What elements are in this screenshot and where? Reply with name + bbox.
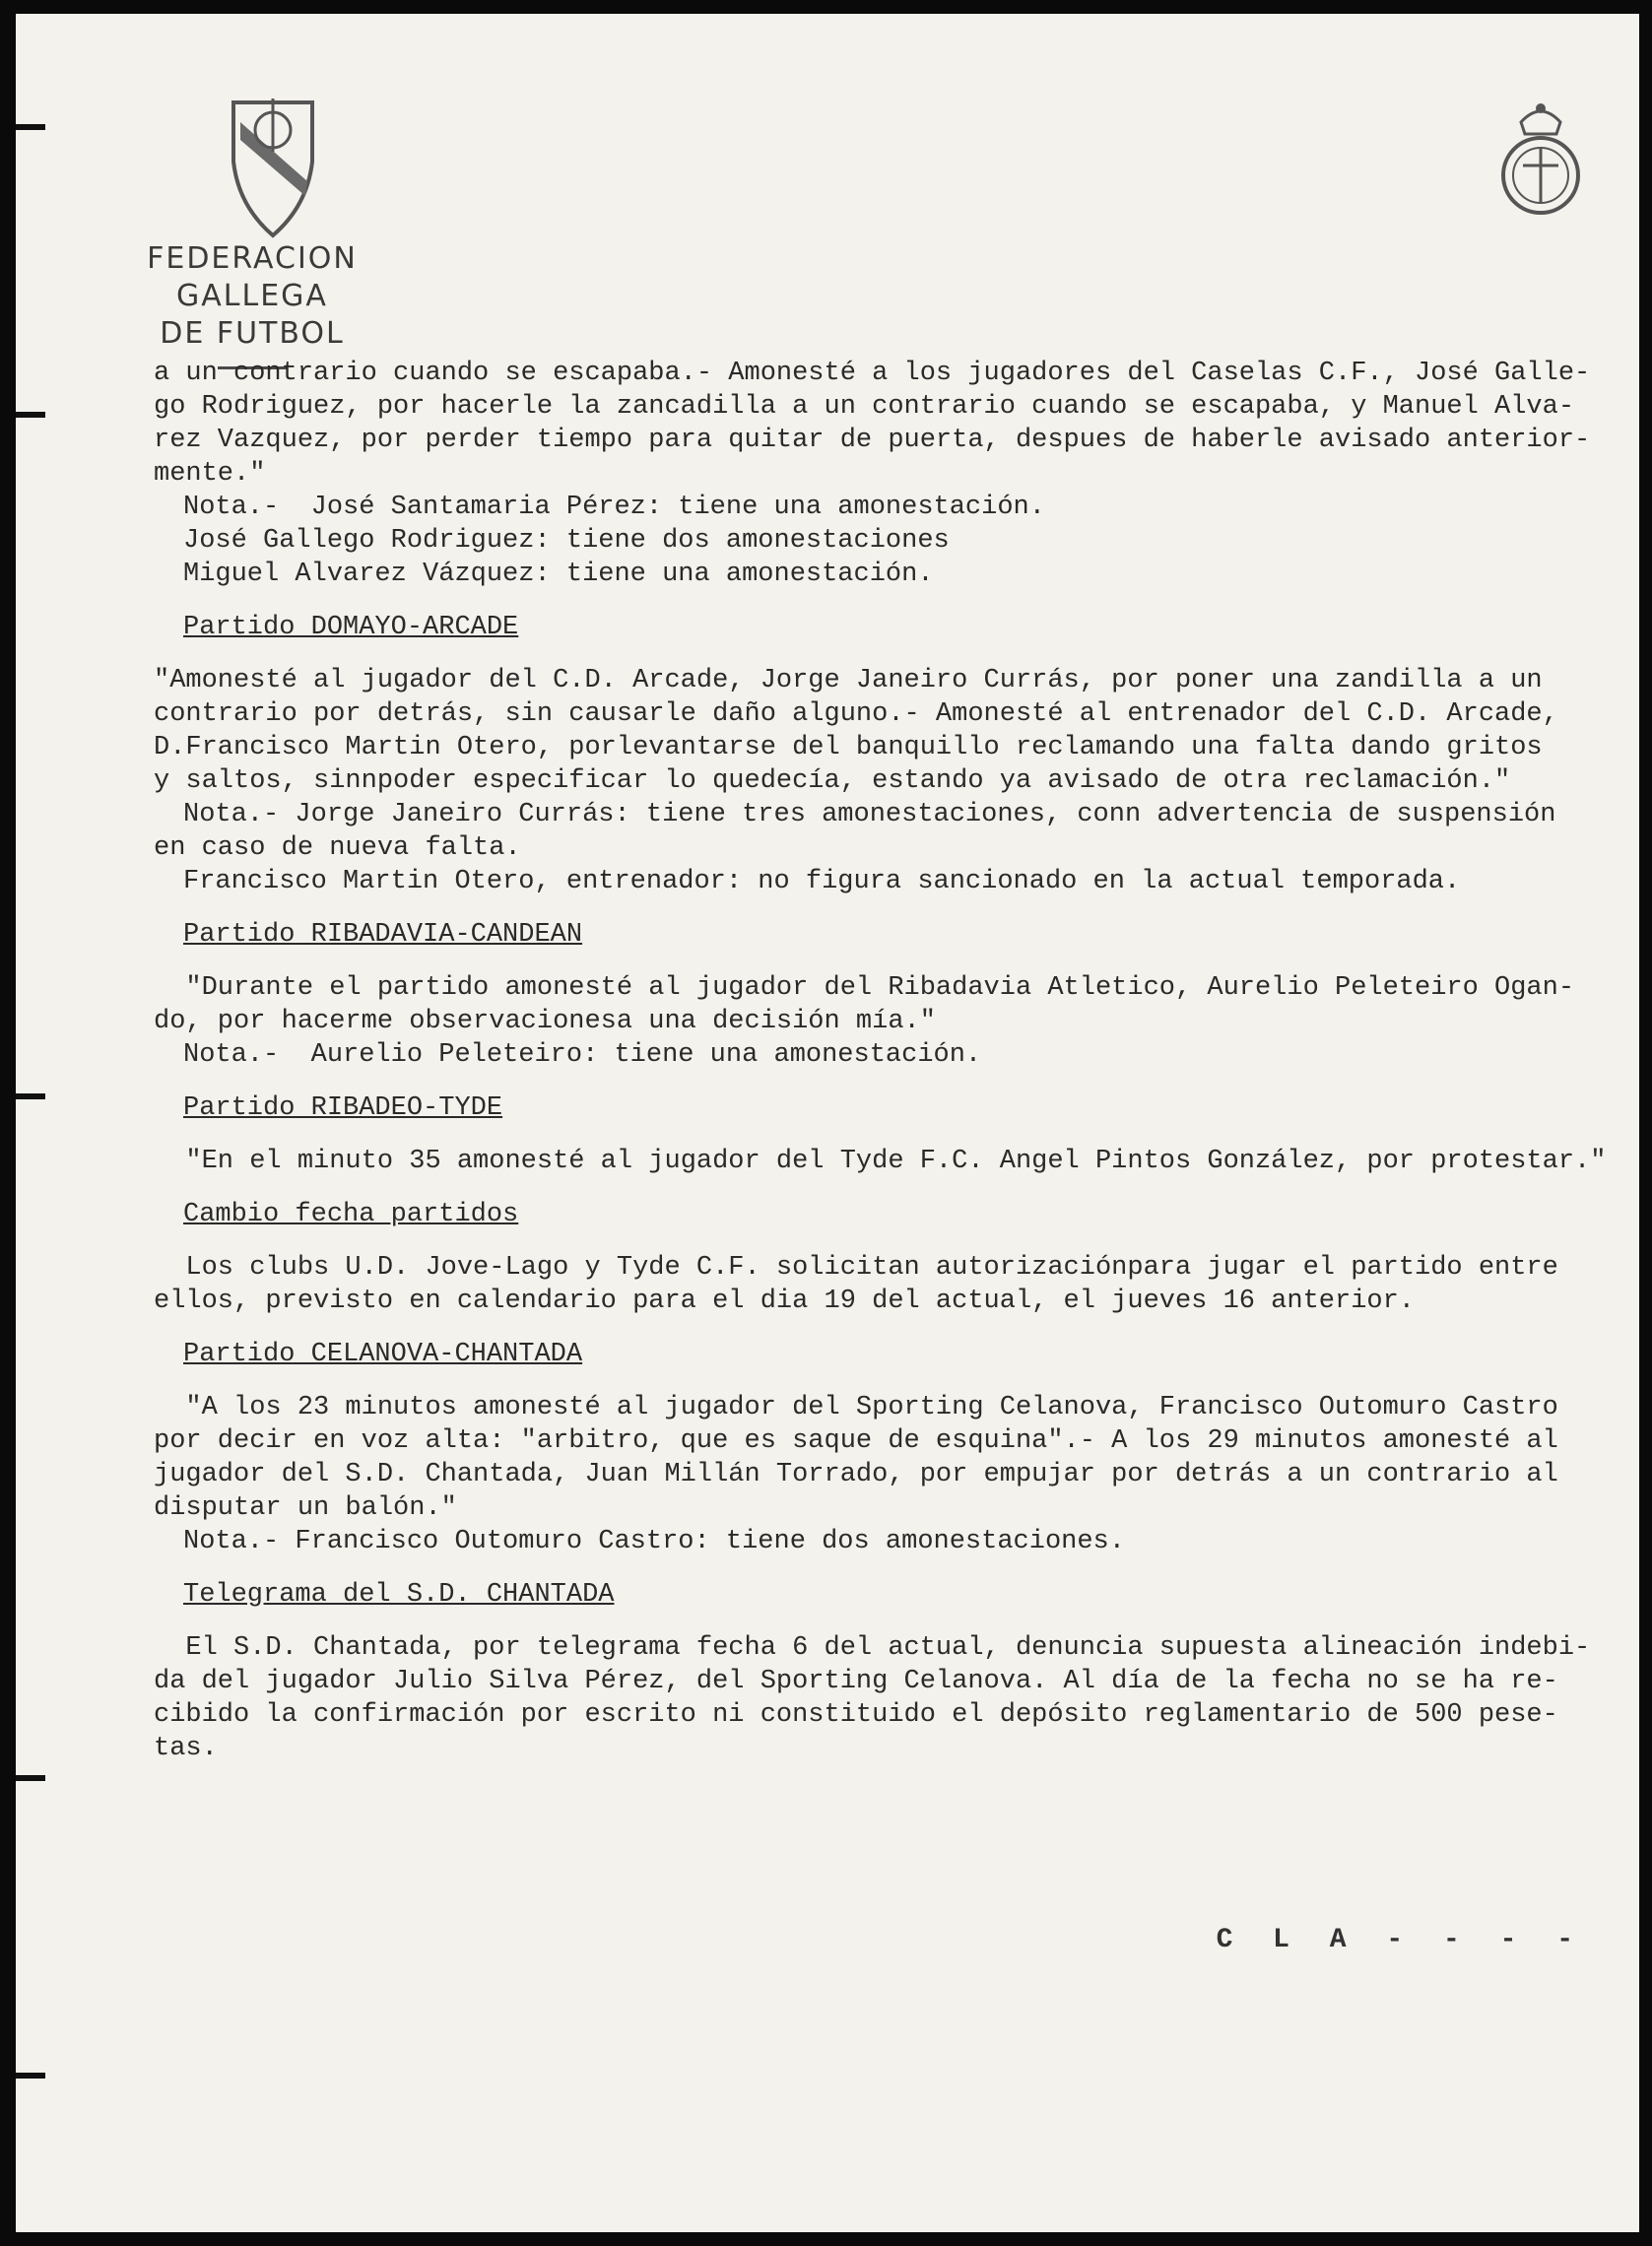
body-paragraph: "Durante el partido amonesté al jugador del Ribadavia Atletico, Aurelio Peleteiro Ogan- do, por hacerme observacionesa una decisión mía." xyxy=(154,973,1575,1036)
section-heading: Partido DOMAYO-ARCADE xyxy=(183,613,519,642)
body-paragraph: "A los 23 minutos amonesté al jugador del Sporting Celanova, Francisco Outomuro Castro por decir en voz alta: "arbitro, que es saque de esquina".- A los 29 minutos amonesté al jugador del S.D. Chantada, Juan Millán Torrado, por empujar por detrás a un contrario al disputar un balón." xyxy=(154,1393,1558,1523)
page-continuation-mark: C L A - - - - xyxy=(1216,1925,1585,1955)
letterhead xyxy=(75,240,430,369)
section-heading: Partido CELANOVA-CHANTADA xyxy=(183,1340,583,1369)
binder-hole-mark xyxy=(16,1775,45,1781)
body-paragraph: en caso de nueva falta. xyxy=(154,833,521,863)
nota-paragraph: Nota.- Jorge Janeiro Currás: tiene tres amonestaciones, conn advertencia de suspensión xyxy=(183,800,1556,829)
binder-hole-mark xyxy=(16,2073,45,2079)
section-heading: Telegrama del S.D. CHANTADA xyxy=(183,1580,615,1610)
nota-paragraph: Nota.- Aurelio Peleteiro: tiene una amonestación. xyxy=(183,1040,982,1070)
body-paragraph: a un contrario cuando se escapaba.- Amonesté a los jugadores del Caselas C.F., José Galle- go Rodriguez, por hacerle la zancadilla a un contrario cuando se escapaba, y Manuel Alva- rez Vazquez, por perder tiempo para quitar de puerta, despues de haberle avisado anterior- mente." xyxy=(154,359,1591,489)
letterhead-line-1: FEDERACION GALLEGA xyxy=(147,241,358,313)
body-paragraph: El S.D. Chantada, por telegrama fecha 6 del actual, denuncia supuesta alineación indebi- da del jugador Julio Silva Pérez, del Sporting Celanova. Al día de la fecha no se ha re- cibido la confirmación por escrito ni constituido el depósito reglamentario de 500 pese- tas. xyxy=(154,1633,1591,1763)
shield-logo-icon xyxy=(229,93,317,240)
section-heading: Cambio fecha partidos xyxy=(183,1200,519,1229)
body-paragraph: Los clubs U.D. Jove-Lago y Tyde C.F. solicitan autorizaciónpara jugar el partido entre ellos, previsto en calendario para el dia 19 del actual, el jueves 16 anterior. xyxy=(154,1253,1558,1316)
binder-hole-mark xyxy=(16,412,45,418)
section-heading: Partido RIBADEO-TYDE xyxy=(183,1093,503,1123)
section-heading: Partido RIBADAVIA-CANDEAN xyxy=(183,920,583,950)
document-body xyxy=(154,357,1631,1765)
binder-hole-mark xyxy=(16,1093,45,1099)
body-paragraph: "En el minuto 35 amonesté al jugador del Tyde F.C. Angel Pintos González, por protestar." xyxy=(154,1147,1607,1176)
letterhead-line-2: DE FUTBOL xyxy=(160,316,345,351)
nota-paragraph: Nota.- José Santamaria Pérez: tiene una amonestación. José Gallego Rodriguez: tiene dos amonestaciones Miguel Alvarez Vázquez: tiene una amonestación. xyxy=(183,493,1045,589)
document-page xyxy=(16,14,1639,2232)
body-paragraph: "Amonesté al jugador del C.D. Arcade, Jorge Janeiro Currás, por poner una zandilla a un contrario por detrás, sin causarle daño alguno.- Amonesté al entrenador del C.D. Arcade, D.Francisco Martin Otero, porlevantarse del banquillo reclamando una falta dando gritos y saltos, sinnpoder especificar lo quedecía, estando ya avisado de otra reclamación." xyxy=(154,666,1558,796)
binder-hole-mark xyxy=(16,124,45,130)
nota-paragraph: Nota.- Francisco Outomuro Castro: tiene dos amonestaciones. xyxy=(183,1527,1125,1556)
nota-paragraph: Francisco Martin Otero, entrenador: no figura sancionado en la actual temporada. xyxy=(183,867,1461,896)
royal-crest-icon xyxy=(1493,93,1588,221)
